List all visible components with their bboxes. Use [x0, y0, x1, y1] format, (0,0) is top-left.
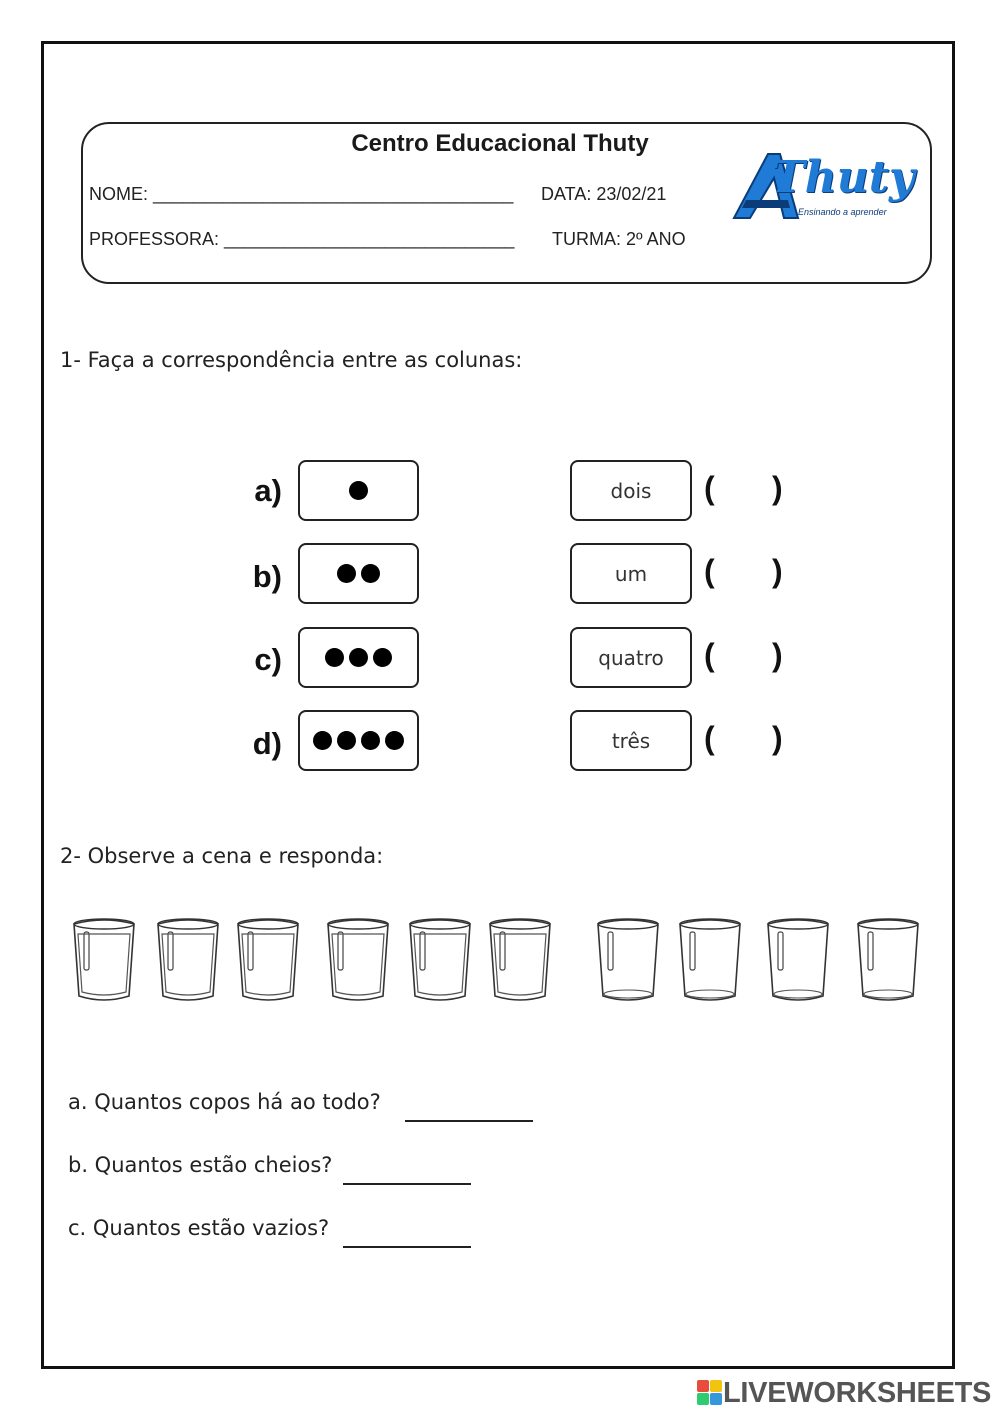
dot-mark [373, 648, 392, 667]
watermark-logo-square [710, 1380, 722, 1392]
number-word-box: três [570, 710, 692, 771]
full-cup-icon [410, 919, 470, 1000]
match-answer-input[interactable] [718, 472, 774, 514]
paren-open: ( [704, 553, 715, 589]
match-answer-input[interactable] [718, 639, 774, 681]
dot-mark [361, 564, 380, 583]
liveworksheets-watermark [697, 1377, 991, 1409]
nome-field-label[interactable]: NOME: ____________________________________ [89, 184, 514, 204]
data-label: DATA: 23/02/21 [541, 184, 667, 204]
paren-open: ( [704, 470, 715, 506]
row-letter: b) [252, 559, 282, 594]
match-answer-input[interactable] [718, 722, 774, 764]
dot-box [298, 627, 419, 688]
watermark-logo-square [710, 1393, 722, 1405]
row-letter: a) [254, 473, 282, 508]
question-1-title: 1- Faça a correspondência entre as colunas: [60, 348, 523, 372]
dot-box [298, 710, 419, 771]
paren-close: ) [772, 720, 783, 756]
row-letter: d) [252, 726, 282, 761]
empty-cup-icon [858, 919, 918, 1000]
logo-text: Thuty [772, 152, 915, 203]
question-2b: b. Quantos estão cheios? [68, 1153, 333, 1177]
dot-mark [325, 648, 344, 667]
empty-cup-icon [598, 919, 658, 1000]
professora-field-label[interactable]: PROFESSORA: _____________________________ [89, 229, 515, 249]
watermark-text: LIVEWORKSHEETS [723, 1376, 992, 1409]
question-2a: a. Quantos copos há ao todo? [68, 1090, 381, 1114]
turma-label: TURMA: 2º ANO [552, 229, 686, 249]
answer-2b-input[interactable] [343, 1155, 471, 1185]
dot-mark [385, 731, 404, 750]
paren-open: ( [704, 637, 715, 673]
cups-illustration [66, 912, 936, 1012]
empty-cup-icon [768, 919, 828, 1000]
question-2-title: 2- Observe a cena e responda: [60, 844, 384, 868]
logo-tagline: Ensinando a aprender [798, 207, 887, 217]
dot-mark [361, 731, 380, 750]
full-cup-icon [328, 919, 388, 1000]
question-2c: c. Quantos estão vazios? [68, 1216, 330, 1240]
number-word-box: um [570, 543, 692, 604]
match-answer-input[interactable] [718, 555, 774, 597]
full-cup-icon [238, 919, 298, 1000]
dot-box [298, 460, 419, 521]
dot-box [298, 543, 419, 604]
full-cup-icon [490, 919, 550, 1000]
paren-open: ( [704, 720, 715, 756]
dot-mark [337, 564, 356, 583]
paren-close: ) [772, 637, 783, 673]
dot-mark [349, 481, 368, 500]
number-word-box: dois [570, 460, 692, 521]
answer-2c-input[interactable] [343, 1218, 471, 1248]
paren-close: ) [772, 553, 783, 589]
full-cup-icon [158, 919, 218, 1000]
paren-close: ) [772, 470, 783, 506]
liveworksheets-logo-icon [697, 1380, 723, 1406]
row-letter: c) [254, 642, 282, 677]
full-cup-icon [74, 919, 134, 1000]
watermark-logo-square [697, 1380, 709, 1392]
dot-mark [337, 731, 356, 750]
empty-cup-icon [680, 919, 740, 1000]
watermark-logo-square [697, 1393, 709, 1405]
school-title: Centro Educacional Thuty [351, 130, 649, 157]
answer-2a-input[interactable] [405, 1092, 533, 1122]
dot-mark [349, 648, 368, 667]
dot-mark [313, 731, 332, 750]
number-word-box: quatro [570, 627, 692, 688]
